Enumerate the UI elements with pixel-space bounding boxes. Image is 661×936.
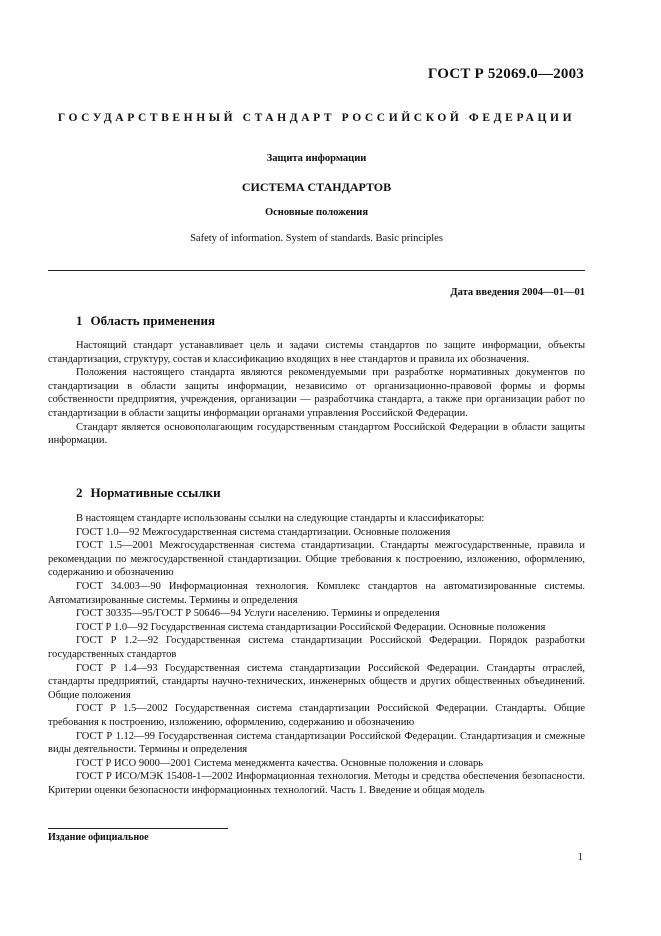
page-number: 1	[577, 852, 583, 863]
paragraph: Настоящий стандарт устанавливает цель и задачи системы стандартов по защите информации, объекты стандартизации, структуру, состав и классификацию входящих в нее стандартов и правила их обозначения.	[48, 340, 585, 365]
footer-divider	[48, 828, 228, 829]
reference-item: ГОСТ Р 1.5—2002 Государственная система стандартизации Российской Федерации. Стандарты. Общие требования к построению, изложению, оформлению, содержанию и обозначению	[48, 703, 585, 728]
reference-item: ГОСТ Р ИСО/МЭК 15408-1—2002 Информационная технология. Методы и средства обеспечения безопасности. Критерии оценки безопасности информационных технологий. Часть 1. Введение и общая модель	[48, 771, 585, 796]
reference-item: ГОСТ Р ИСО 9000—2001 Система менеджмента качества. Основные положения и словарь	[76, 757, 484, 769]
gost-code: ГОСТ Р 52069.0—2003	[427, 66, 584, 82]
title-system: СИСТЕМА СТАНДАРТОВ	[241, 180, 392, 194]
section-number: 1	[76, 313, 83, 328]
section-1-heading	[76, 313, 215, 329]
edition-label: Издание официальное	[48, 832, 149, 843]
paragraph: В настоящем стандарте использованы ссылки на следующие стандарты и классификаторы:	[76, 513, 485, 524]
reference-item: ГОСТ Р 1.12—99 Государственная система стандартизации Российской Федерации. Стандартизация и смежные виды деятельности. Термины и определения	[48, 730, 585, 756]
reference-item: ГОСТ Р 1.4—93 Государственная система стандартизации Российской Федерации. Стандарты отраслей, стандарты предприятий, стандарты научно-технических, инженерных обществ и других общественных объединений. Общие положения	[48, 662, 585, 701]
section-2-body	[48, 512, 585, 797]
section-1-body	[48, 339, 585, 448]
divider	[48, 270, 585, 271]
state-standard-heading: ГОСУДАРСТВЕННЫЙ СТАНДАРТ РОССИЙСКОЙ ФЕДЕРАЦИИ	[57, 112, 576, 124]
section-title: Нормативные ссылки	[90, 485, 221, 500]
intro-date: Дата введения 2004—01—01	[450, 287, 585, 298]
title-basic: Основные положения	[264, 207, 369, 218]
section-2-heading	[76, 485, 221, 501]
reference-item: ГОСТ 30335—95/ГОСТ Р 50646—94 Услуги населению. Термины и определения	[76, 608, 440, 620]
reference-item: ГОСТ 1.0—92 Межгосударственная система стандартизации. Основные положения	[76, 526, 451, 538]
paragraph: Стандарт является основополагающим государственным стандартом Российской Федерации в области защиты информации.	[48, 421, 585, 447]
reference-item: ГОСТ 1.5—2001 Межгосударственная система стандартизации. Стандарты межгосударственные, правила и рекомендации по межгосударственной стандартизации. Общие требования к построению, изложению, оформлению, содержанию и обозначению	[48, 540, 585, 579]
reference-item: ГОСТ 34.003—90 Информационная технология. Комплекс стандартов на автоматизированные системы. Автоматизированные системы. Термины и определения	[48, 580, 585, 606]
title-protection: Защита информации	[266, 153, 367, 164]
title-english: Safety of information. System of standards. Basic principles	[190, 233, 443, 244]
paragraph: Положения настоящего стандарта являются рекомендуемыми при разработке нормативных документов по стандартизации в области защиты информации, независимо от организационно-правовой формы и формы собственности предприятия, учреждения, организации — разработчика стандарта, а также при организации работ по стандартизации в области защиты информации органами управления Российской Федерации.	[48, 367, 585, 419]
reference-item: ГОСТ Р 1.2—92 Государственная система стандартизации Российской Федерации. Порядок разработки государственных стандартов	[48, 635, 585, 660]
section-title: Область применения	[90, 313, 215, 328]
section-number: 2	[76, 485, 83, 500]
reference-item: ГОСТ Р 1.0—92 Государственная система стандартизации Российской Федерации. Основные положения	[76, 621, 546, 633]
